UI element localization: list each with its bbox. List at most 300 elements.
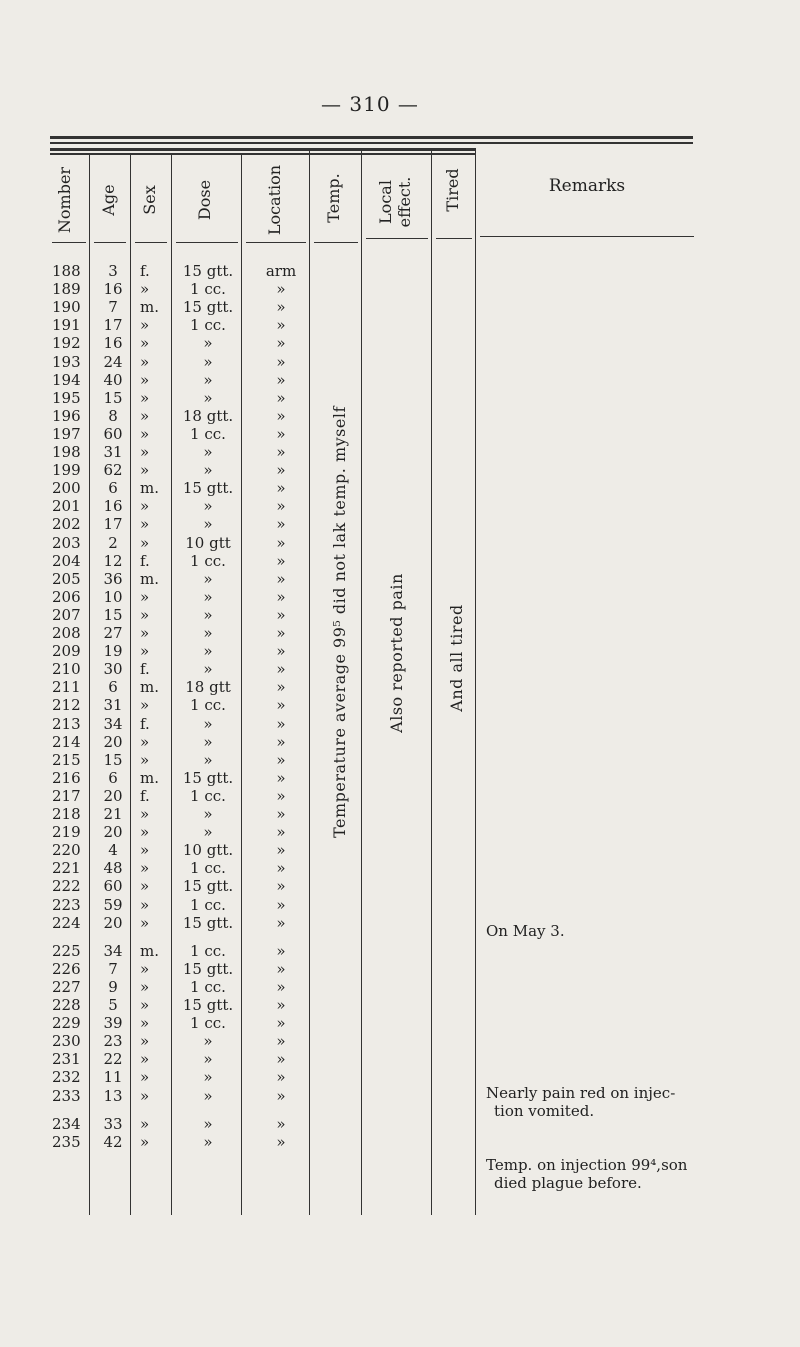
cell-sex: » [140,624,150,642]
cell-age: 6 [108,678,118,697]
cell-age: 27 [103,624,123,642]
cell-dose: » [203,805,213,823]
cell-sex: » [140,977,150,996]
header-location: Location [265,164,284,236]
cell-sex: » [140,497,150,516]
cell-dose: 1 cc. [190,941,226,960]
header-temp: Temp. [324,173,343,223]
cell-age: 15 [103,388,123,407]
cell-dose: 1 cc. [190,859,226,878]
cell-age: 13 [103,1086,123,1105]
table-row [0,389,800,407]
cell-loc: » [276,696,286,715]
cell-sex: » [140,1014,150,1033]
cell-dose: » [203,642,213,661]
table-row [0,425,800,443]
top-rule [50,136,693,139]
cell-n: 188 [52,262,81,280]
cell-dose: » [203,624,213,642]
cell-loc: » [276,605,286,624]
cell-age: 2 [108,533,118,552]
table-row [0,624,800,642]
cell-age: 19 [103,642,123,661]
cell-age: 3 [108,262,118,280]
cell-loc: » [276,1068,286,1087]
cell-dose: 15 gtt. [182,913,234,932]
header-local-effect [376,162,416,242]
cell-n: 235 [52,1132,81,1151]
cell-n: 216 [52,768,81,787]
cell-n: 209 [52,642,81,661]
cell-dose: » [203,1050,213,1069]
cell-age: 20 [103,786,123,805]
table-row [0,978,800,996]
cell-age: 30 [103,660,123,679]
remark-text: tion vomited. [494,1102,595,1120]
remark-text: On May 3. [486,922,565,940]
cell-age: 40 [103,370,123,389]
cell-dose: 10 gtt. [182,841,234,860]
cell-dose: 1 cc. [190,1014,226,1033]
cell-dose: » [203,443,213,461]
cell-dose: » [203,388,213,407]
table-row [0,570,800,588]
header-remarks: Remarks [548,176,626,196]
cell-dose: 1 cc. [190,977,226,996]
cell-sex: » [140,316,150,335]
cell-loc: » [276,551,286,570]
cell-dose: » [203,714,213,733]
cell-age: 15 [103,750,123,769]
cell-n: 217 [52,786,81,805]
cell-sex: m. [140,569,159,588]
cell-age: 16 [103,280,123,299]
cell-n: 208 [52,624,81,642]
cell-sex: » [140,877,150,896]
cell-dose: » [203,660,213,679]
cell-dose: 1 cc. [190,316,226,335]
table-row [0,896,800,914]
cell-loc: » [276,823,286,842]
cell-age: 4 [108,841,118,860]
cell-loc: » [276,1132,286,1151]
cell-age: 11 [103,1068,123,1087]
cell-loc: » [276,786,286,805]
cell-loc: » [276,941,286,960]
cell-sex: » [140,280,150,299]
header-underline [314,242,358,243]
cell-loc: » [276,497,286,516]
cell-sex: f. [140,262,150,280]
cell-n: 231 [52,1050,81,1069]
cell-dose: » [203,1086,213,1105]
cell-age: 59 [103,895,123,914]
cell-age: 42 [103,1132,123,1151]
cell-sex: » [140,732,150,751]
cell-loc: » [276,805,286,823]
cell-n: 219 [52,823,81,842]
cell-sex: » [140,334,150,353]
header-number: Nomber [55,166,74,234]
header-underline [176,242,238,243]
cell-loc: » [276,1050,286,1069]
cell-dose: » [203,334,213,353]
cell-loc: » [276,280,286,299]
cell-dose: » [203,1032,213,1051]
table-row [0,479,800,497]
cell-dose: » [203,1132,213,1151]
cell-loc: » [276,298,286,317]
table-row [0,497,800,515]
cell-dose: 15 gtt. [182,262,234,280]
cell-age: 33 [103,1114,123,1133]
table-row [0,1050,800,1068]
table-row [0,443,800,461]
cell-n: 225 [52,941,81,960]
table-row [0,316,800,334]
cell-n: 210 [52,660,81,679]
cell-n: 189 [52,280,81,299]
header-underline [94,242,126,243]
cell-loc: » [276,624,286,642]
cell-sex: » [140,750,150,769]
cell-sex: f. [140,551,150,570]
cell-dose: » [203,823,213,842]
cell-sex: m. [140,298,159,317]
cell-dose: » [203,1068,213,1087]
cell-loc: » [276,841,286,860]
cell-sex: » [140,388,150,407]
table-row [0,262,800,280]
cell-age: 5 [108,996,118,1014]
table-row [0,751,800,769]
cell-loc: » [276,750,286,769]
header-underline [480,236,694,237]
table-row [0,696,800,714]
cell-dose: » [203,497,213,516]
table-row [0,1032,800,1050]
cell-sex: » [140,533,150,552]
cell-sex: » [140,642,150,661]
cell-age: 8 [108,406,118,425]
cell-dose: » [203,569,213,588]
header-underline [436,238,472,239]
cell-dose: » [203,732,213,751]
cell-n: 212 [52,696,81,715]
cell-n: 199 [52,461,81,480]
cell-sex: » [140,352,150,371]
cell-sex: » [140,406,150,425]
table-row [0,678,800,696]
cell-n: 229 [52,1014,81,1033]
cell-sex: » [140,1050,150,1069]
table-row [0,407,800,425]
cell-loc: » [276,479,286,498]
table-row [0,588,800,606]
remark-row-232 [486,1084,716,1120]
cell-loc: » [276,660,286,679]
cell-age: 6 [108,479,118,498]
cell-loc: » [276,587,286,606]
cell-n: 203 [52,533,81,552]
cell-loc: » [276,1114,286,1133]
cell-n: 214 [52,732,81,751]
table-row [0,733,800,751]
cell-age: 9 [108,977,118,996]
cell-dose: 1 cc. [190,280,226,299]
table-row [0,280,800,298]
cell-dose: 15 gtt. [182,877,234,896]
table-row [0,1133,800,1151]
cell-age: 20 [103,732,123,751]
local-effect-column-note: Also reported pain [387,573,406,733]
cell-sex: » [140,895,150,914]
cell-sex: » [140,1032,150,1051]
cell-age: 12 [103,551,123,570]
cell-loc: » [276,714,286,733]
cell-age: 20 [103,913,123,932]
cell-n: 224 [52,913,81,932]
cell-age: 34 [103,714,123,733]
table-row [0,298,800,316]
cell-n: 230 [52,1032,81,1051]
cell-age: 31 [103,443,123,461]
table-row [0,353,800,371]
cell-sex: » [140,587,150,606]
cell-dose: » [203,587,213,606]
top-rule [50,142,693,144]
header-sex: Sex [140,185,159,215]
cell-n: 213 [52,714,81,733]
cell-n: 206 [52,587,81,606]
cell-loc: » [276,895,286,914]
remark-row-235 [486,1156,716,1192]
cell-loc: » [276,443,286,461]
cell-loc: » [276,768,286,787]
cell-loc: » [276,959,286,978]
cell-sex: » [140,1086,150,1105]
cell-age: 7 [108,298,118,317]
cell-dose: 15 gtt. [182,479,234,498]
cell-n: 221 [52,859,81,878]
cell-n: 193 [52,352,81,371]
cell-sex: » [140,515,150,534]
header-local-effect-line1: Local [376,180,395,224]
cell-sex: » [140,959,150,978]
cell-n: 233 [52,1086,81,1105]
cell-n: 226 [52,959,81,978]
cell-sex: » [140,1068,150,1087]
cell-loc: » [276,642,286,661]
cell-n: 223 [52,895,81,914]
cell-loc: arm [265,262,297,280]
table-row [0,960,800,978]
header-local-effect-line2: effect. [395,176,414,228]
cell-n: 192 [52,334,81,353]
cell-age: 21 [103,805,123,823]
cell-age: 60 [103,877,123,896]
table-row [0,552,800,570]
cell-loc: » [276,388,286,407]
table-row [0,606,800,624]
cell-dose: 1 cc. [190,895,226,914]
cell-age: 16 [103,334,123,353]
cell-age: 15 [103,605,123,624]
cell-loc: » [276,877,286,896]
cell-dose: 1 cc. [190,551,226,570]
cell-sex: » [140,1132,150,1151]
cell-loc: » [276,1086,286,1105]
cell-n: 204 [52,551,81,570]
cell-dose: 15 gtt. [182,768,234,787]
table-row [0,877,800,895]
header-tired: Tired [443,168,462,212]
cell-sex: m. [140,479,159,498]
table-row [0,942,800,960]
table-row [0,334,800,352]
header-rule [50,148,475,151]
cell-n: 205 [52,569,81,588]
cell-sex: » [140,424,150,443]
cell-loc: » [276,859,286,878]
cell-sex: » [140,443,150,461]
cell-age: 10 [103,587,123,606]
cell-dose: 15 gtt. [182,959,234,978]
table-row [0,823,800,841]
cell-dose: » [203,370,213,389]
table-row [0,660,800,678]
table-row [0,805,800,823]
cell-loc: » [276,316,286,335]
cell-loc: » [276,569,286,588]
cell-dose: 1 cc. [190,424,226,443]
cell-sex: » [140,841,150,860]
cell-n: 194 [52,370,81,389]
cell-age: 60 [103,424,123,443]
cell-loc: » [276,732,286,751]
cell-n: 211 [52,678,81,697]
cell-age: 22 [103,1050,123,1069]
header-underline [135,242,167,243]
cell-dose: 1 cc. [190,696,226,715]
remark-text: Temp. on injection 99⁴,son [486,1156,688,1174]
cell-n: 234 [52,1114,81,1133]
cell-dose: » [203,1114,213,1133]
remark-text: Nearly pain red on injec- [486,1084,676,1102]
cell-age: 17 [103,316,123,335]
cell-dose: 18 gtt [185,678,231,697]
cell-sex: » [140,913,150,932]
table-row [0,534,800,552]
cell-age: 34 [103,941,123,960]
cell-age: 23 [103,1032,123,1051]
cell-loc: » [276,352,286,371]
cell-sex: » [140,461,150,480]
cell-n: 190 [52,298,81,317]
cell-n: 227 [52,977,81,996]
cell-sex: f. [140,786,150,805]
cell-dose: 10 gtt [185,533,231,552]
cell-n: 198 [52,443,81,461]
cell-loc: » [276,977,286,996]
cell-age: 7 [108,959,118,978]
cell-dose: 15 gtt. [182,996,234,1014]
table-row [0,515,800,533]
cell-loc: » [276,424,286,443]
cell-dose: » [203,515,213,534]
cell-loc: » [276,370,286,389]
cell-sex: » [140,370,150,389]
cell-age: 24 [103,352,123,371]
cell-n: 197 [52,424,81,443]
table-row [0,769,800,787]
table-row [0,996,800,1014]
header-age: Age [99,184,118,216]
cell-age: 48 [103,859,123,878]
cell-sex: f. [140,660,150,679]
cell-loc: » [276,1014,286,1033]
cell-sex: m. [140,941,159,960]
table-row [0,1014,800,1032]
cell-dose: 15 gtt. [182,298,234,317]
cell-age: 16 [103,497,123,516]
cell-age: 20 [103,823,123,842]
cell-dose: » [203,461,213,480]
table-row [0,841,800,859]
cell-sex: » [140,696,150,715]
cell-n: 191 [52,316,81,335]
remark-text: died plague before. [494,1174,642,1192]
table-row [0,642,800,660]
cell-n: 222 [52,877,81,896]
cell-n: 232 [52,1068,81,1087]
table-row [0,859,800,877]
cell-sex: » [140,996,150,1014]
cell-age: 36 [103,569,123,588]
cell-n: 201 [52,497,81,516]
cell-n: 207 [52,605,81,624]
page-number: — 310 — [321,92,419,116]
cell-dose: » [203,750,213,769]
cell-n: 218 [52,805,81,823]
cell-loc: » [276,913,286,932]
remark-row-224 [486,922,716,940]
cell-sex: f. [140,714,150,733]
cell-sex: » [140,859,150,878]
cell-age: 31 [103,696,123,715]
cell-loc: » [276,533,286,552]
header-rule [50,153,475,155]
cell-dose: 1 cc. [190,786,226,805]
cell-sex: » [140,605,150,624]
cell-sex: m. [140,678,159,697]
cell-age: 39 [103,1014,123,1033]
cell-n: 196 [52,406,81,425]
cell-loc: » [276,996,286,1014]
cell-loc: » [276,406,286,425]
cell-age: 62 [103,461,123,480]
cell-n: 228 [52,996,81,1014]
cell-n: 195 [52,388,81,407]
table-row [0,461,800,479]
cell-sex: » [140,805,150,823]
table-row [0,715,800,733]
cell-loc: » [276,461,286,480]
cell-n: 202 [52,515,81,534]
tired-column-note: And all tired [447,604,466,712]
cell-sex: m. [140,768,159,787]
cell-age: 17 [103,515,123,534]
